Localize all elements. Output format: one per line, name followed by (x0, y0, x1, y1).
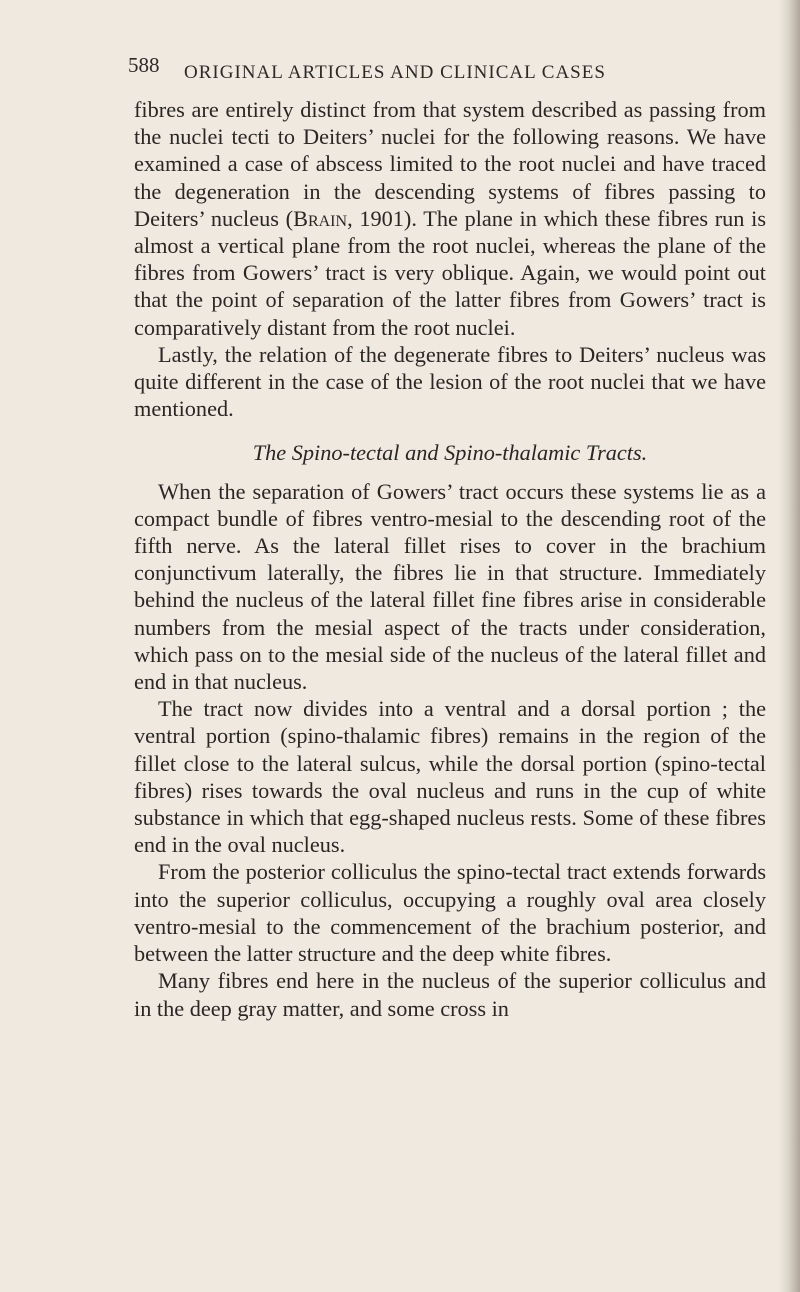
paragraph-4: The tract now divides into a ventral and a dorsal portion ; the ventral portion (spino-thalamic fibres) remains in the region of the fillet close to the lateral sulcus, while the dorsal portion (spino-tectal fibres) rises towards the oval nucleus and runs in the cup of white substance in which that egg-shaped nucleus rests. Some of these fibres end in the oval nucleus. (134, 696, 766, 858)
paragraph-1-text-end: , 1901). The plane in which these fibres run is almost a vertical plane from the root nuclei, whereas the plane of the fibres from Gowers’ tract is very oblique. Again, we would point out that the point of separation of the latter fibres from Gowers’ tract is comparatively distant from the root nuclei. (134, 205, 766, 340)
running-head (130, 62, 606, 84)
page-number: 588 (128, 53, 160, 77)
paragraph-1-text-start: fibres are entirely distinct from that system described as passing from the nuclei tecti to Deiters’ nuclei for the following reasons. We have examined a case of abscess limited to the root nuclei and have traced the degeneration in the descending systems of fibres passing to Deiters’ nucleus ( (134, 97, 766, 231)
body-text (134, 96, 766, 1022)
paragraph-1 (134, 96, 766, 341)
running-title: ORIGINAL ARTICLES AND CLINICAL CASES (184, 62, 606, 83)
paragraph-6: Many fibres end here in the nucleus of the superior colliculus and in the deep gray matter, and some cross in (134, 968, 766, 1021)
paragraph-2: Lastly, the relation of the degenerate fibres to Deiters’ nucleus was quite different in the case of the lesion of the root nuclei that we have mentioned. (134, 341, 766, 422)
paragraph-3: When the separation of Gowers’ tract occurs these systems lie as a compact bundle of fibres ventro-mesial to the descending root of the fifth nerve. As the lateral fillet rises to cover in the brachium conjunctivum laterally, the fibres lie in that structure. Immediately behind the nucleus of the lateral fillet fine fibres arise in considerable numbers from the mesial aspect of the tracts under consideration, which pass on to the mesial side of the nucleus of the lateral fillet and end in that nucleus. (134, 478, 766, 695)
citation-journal: Brain (293, 205, 348, 231)
paragraph-5: From the posterior colliculus the spino-tectal tract extends forwards into the superior colliculus, occupying a roughly oval area closely ventro-mesial to the commencement of the brachium posterior, and between the latter structure and the deep white fibres. (134, 859, 766, 967)
section-heading: The Spino-tectal and Spino-thalamic Tracts. (252, 440, 648, 466)
page-edge-shadow (778, 0, 800, 1292)
